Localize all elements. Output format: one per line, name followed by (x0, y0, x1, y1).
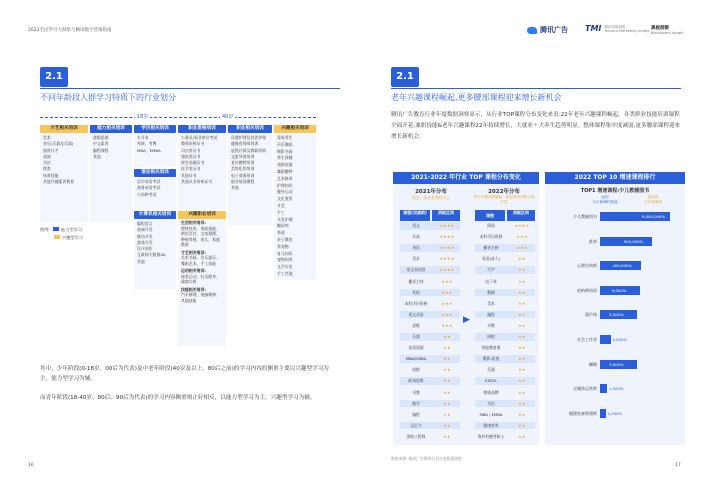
bar (600, 335, 611, 344)
legend-label-nengli: 能力型学习 (61, 227, 83, 232)
bar-label: 葫芦丝 (585, 312, 597, 318)
list-item: 演讲口才 (43, 147, 59, 153)
course-name: 英语(成人) (481, 256, 501, 262)
chart2-title: TOP1 增速课程:少儿教辅图书 (580, 188, 650, 194)
column-nengli-head: 能力相关培训 (90, 125, 132, 133)
list-item: 其他 (93, 153, 101, 159)
tmi-sub2: Tencent Marketing Insight (604, 28, 650, 33)
consumption-stars: ★★★★ (439, 234, 455, 240)
chart2-header: 2022 TOP 10 增速课程排行 (545, 172, 685, 184)
course-name: 海外有模考研士 (477, 433, 505, 439)
bar-value: 900,000% (623, 238, 644, 244)
chart1-header: 2021-2022 年行业 TOP 课程分布变化 (393, 172, 539, 184)
table-row (400, 366, 460, 374)
chart1-col-course-2022: 课程 (475, 210, 505, 221)
list-item: 逻辑思维 (93, 135, 109, 140)
consumption-stars: ★★★ (441, 311, 453, 317)
list-item: 母婴护理及营养护理 (231, 135, 267, 140)
page-number-right: 17 (675, 463, 681, 468)
legend-swatch-nengli (53, 227, 59, 231)
column-jisuanji (134, 211, 176, 289)
course-name: 编程 (487, 311, 495, 317)
legend (40, 226, 83, 242)
bar-label: 社会工作者 (577, 337, 597, 342)
column-xingquzhiye-head: 兴趣职业培训 (178, 211, 226, 219)
legend-label-xingqu: 兴趣型学习 (62, 235, 83, 240)
consumption-stars: ★★★ (516, 234, 528, 240)
list-item: 编程语言 (137, 221, 153, 226)
list-item: 养生保健 (277, 155, 293, 161)
course-name: 乐高 (412, 234, 420, 240)
course-name: 围棋 (412, 367, 420, 373)
chart1-rows-2021 (400, 222, 462, 439)
chart2-col1-label: 起因 (601, 195, 609, 199)
left-paragraph-2: 而青年阶段(18-40岁，80后、90后为代表)的学习内容侧重则正好相反，以能力型学习为主，兴趣型学习为辅。 (40, 395, 316, 401)
column-nengli-list (90, 133, 132, 162)
course-name: 电子琴 (485, 278, 497, 284)
chart2-bars (545, 212, 685, 437)
list-item: 摄影书画 (277, 148, 293, 154)
consumption-stars: ★★★★ (439, 223, 455, 228)
age-18-label: 18岁 (137, 114, 149, 120)
table-row (400, 411, 460, 419)
list-item: MBA、EMBA (137, 147, 161, 153)
consumption-stars: ★★ (518, 289, 526, 295)
consumption-stars: ★★ (518, 322, 526, 328)
list-item: 司法类证书 (181, 147, 201, 153)
course-name: 语文双语 (408, 311, 424, 317)
list-item: 宠物饲养 (277, 257, 293, 263)
list-item: 声乐舞蹈 (277, 141, 293, 147)
course-name: MBA / EMBA (479, 411, 503, 417)
table-row (400, 278, 460, 286)
column-zhiye (228, 125, 272, 225)
tmi-logo (585, 24, 650, 33)
list-item: 美术 (43, 135, 51, 140)
course-name: 其他 (412, 289, 420, 295)
consumption-stars: ★★★ (516, 245, 528, 251)
section-badge-right: 2.1 (391, 67, 419, 87)
column-xueli (134, 125, 176, 167)
list-item: 健康营养师培训 (231, 141, 259, 147)
course-name: 美术 (487, 300, 495, 306)
list-item: 舞蹈模特 (277, 168, 293, 174)
list-item: 老年模特培训 (231, 160, 255, 166)
list-item: 文旅导游培训 (231, 153, 255, 159)
course-name: 美术 (412, 256, 420, 262)
left-page-title: 不同年龄段人群学习特质下的行业划分 (40, 93, 176, 102)
consumption-stars: ★★ (443, 356, 451, 362)
bar-value: 1,000% (607, 410, 623, 416)
column-caiyi-list (40, 133, 88, 187)
legend-swatch-xingqu (54, 235, 60, 239)
list-item: 茶道 (277, 230, 285, 236)
tmi-logo-text: TMI (585, 24, 602, 33)
consumption-stars: ★★ (518, 367, 526, 373)
list-item: 其他 (231, 185, 239, 191)
list-item: 设计创作 (137, 246, 153, 252)
table-row (400, 355, 460, 363)
list-item: 商务英语考试 (137, 185, 161, 191)
bar-label: 收纳师培训 (577, 287, 597, 293)
bar-label: 眼镜装备管理师 (569, 410, 597, 416)
table-row (475, 333, 535, 341)
list-item: 建筑类证书 (181, 153, 201, 159)
chart2-col1-sub: 为日耗峰时数值 (592, 200, 618, 204)
consumption-stars: ★★ (443, 411, 451, 417)
course-name: 写字 (487, 267, 495, 273)
course-name: 摄影-短视 (482, 356, 500, 362)
bar-label: 心理咨询师 (577, 263, 597, 269)
consumption-stars: ★★ (443, 378, 451, 384)
column-xingquzhiye (178, 211, 226, 346)
chart1-rows-2022 (475, 222, 537, 439)
list-item: 前端开发 (137, 227, 153, 233)
list-item: 退役社保及教职培训 (231, 147, 267, 153)
course-name: 乐器 (487, 367, 495, 373)
list-item: 专升本 (137, 135, 149, 140)
chart1-2022-sub: 老年兴趣课程崛起，职业教育课程全面开花 (473, 195, 535, 204)
consumption-stars: ★★★★ (439, 256, 455, 262)
chart2-legend-col2 (638, 195, 668, 205)
list-item: 其他证书 (181, 172, 197, 178)
consumption-stars: ★★ (518, 311, 526, 317)
chart1-col-course-2021: 课程(双减前) (400, 210, 430, 221)
course-name: 播音主持 (483, 245, 499, 251)
table-row (475, 366, 535, 374)
consumption-stars: ★★ (518, 356, 526, 362)
table-row (400, 233, 460, 241)
age-40-label: 40岁 (222, 114, 234, 120)
list-item: 公务员/事业单位考试 (181, 135, 218, 140)
list-item: 手工其他 (277, 270, 293, 276)
page-number-left: 16 (28, 463, 34, 468)
bar-value: 9,000% (611, 287, 627, 293)
consumption-stars: ★★ (518, 389, 526, 395)
list-item: 互联网大数据/AI (137, 252, 166, 258)
list-item: 书法 (43, 160, 51, 166)
badge-underline-right (391, 88, 681, 89)
chart1-col-cons-2022: 消耗区间 (507, 210, 535, 221)
course-name: 歌唱品牌 (483, 389, 499, 395)
tencent-ads-logo (527, 25, 568, 35)
list-item: 移动开发 (137, 233, 153, 239)
course-name: 记忆力 (410, 422, 422, 428)
consumption-stars: ★★ (443, 367, 451, 373)
consumption-stars: ★★ (518, 378, 526, 384)
table-row (400, 289, 460, 297)
column-xingqu (274, 125, 316, 280)
column-xingqu-head: 兴趣相关培训 (274, 125, 316, 133)
column-yuyan (134, 169, 176, 209)
list-item: 音乐(乐器及乐器) (43, 141, 74, 147)
column-jisuanji-list (134, 219, 176, 267)
column-nengli (90, 125, 132, 222)
age-axis (40, 113, 316, 121)
list-item: 电子商务培训 (231, 172, 255, 178)
table-row (400, 377, 460, 385)
column-caiyi-head: 才艺相关培训 (40, 125, 88, 133)
table-row (475, 311, 535, 319)
list-item: 考研、考博 (137, 141, 157, 147)
table-row (400, 222, 460, 230)
table-row (400, 255, 460, 263)
table-row (475, 355, 535, 363)
list-item: 中文素养 (93, 141, 109, 147)
course-name: 思维 (412, 322, 420, 328)
list-item: 小语种考试 (137, 191, 157, 197)
list-item: 毒家养生 (277, 135, 293, 140)
table-row (400, 400, 460, 408)
bar-value: 3,000% (609, 361, 624, 367)
course-name: 书法 (487, 400, 495, 406)
xingqu-section-3: 运动相关培训: 球类运动、社交健身、瑜伽太极 (181, 268, 220, 284)
section-badge-left: 2.1 (40, 67, 68, 87)
course-name: 消防工程师 (406, 433, 426, 439)
tmi-sub: 腾讯营销洞察 (604, 24, 626, 29)
bar (600, 409, 606, 418)
table-row (475, 389, 535, 397)
list-item: 财会金融证书 (181, 160, 205, 166)
table-row (475, 344, 535, 352)
consumption-stars: ★★ (518, 422, 526, 428)
course-name: 语文英语套 (406, 267, 426, 273)
course-name: MBA/EMBA (405, 356, 427, 362)
course-name: 本科学历资格 (404, 300, 428, 306)
table-row (475, 278, 535, 286)
column-zhiye-list (228, 133, 272, 194)
consumption-stars: ★★ (518, 300, 526, 306)
table-row (475, 433, 535, 441)
course-name: 阅读 (487, 223, 495, 228)
consumption-stars: ★★ (443, 422, 451, 428)
list-item: 艺术修养 (277, 175, 293, 181)
xingqu-section-1: 生活相关培训: 理财投资、家政技能、烘焙烹饪、宅家调理、种植养殖、育儿、家庭教育 (181, 220, 220, 247)
course-name: 围棋 (487, 334, 495, 339)
course-name: 早教 (487, 322, 495, 328)
xingqu-section-2: 才艺相关培训: 美术书画、音乐器乐、舞蹈艺术、手工技能 (181, 249, 220, 266)
column-xueli-head: 学历相关培训 (134, 125, 176, 133)
third-logo-text: 黑板洞察 (651, 26, 669, 31)
table-row (475, 422, 535, 430)
table-row (475, 322, 535, 330)
bar-value: 9,000,000% (642, 214, 665, 219)
table-row (475, 411, 535, 419)
list-item: 美容化妆培训 (231, 166, 255, 172)
table-row (475, 377, 535, 385)
list-item: 养宠物 (277, 243, 289, 249)
table-row (400, 266, 460, 274)
left-paragraph-1: 其中，少年阶段(0-18岁，00后为代表)及中老年阶段(40岁及以上，80后之前)的学习内容的侧重主要以兴趣型学习为主，能力型学习为辅。 (40, 366, 329, 382)
list-item: 文学历史 (277, 264, 293, 270)
consumption-stars: ★★ (518, 267, 526, 273)
course-name: 数学 (412, 400, 420, 406)
table-row (475, 266, 535, 274)
column-zhiyezige-head: 职业资格培训 (178, 125, 226, 133)
third-logo (651, 25, 684, 35)
chart1-col-cons-2021: 消耗区间 (432, 210, 460, 221)
chart1-2022-title: 2022年分布 (488, 189, 520, 195)
tencent-ads-text: 腾讯广告 (540, 26, 568, 34)
chart2-col2-label: 原因说 (647, 195, 659, 199)
bar-value: 4,000% (612, 337, 627, 342)
consumption-stars: ★★ (443, 400, 451, 406)
column-yuyan-head: 语言相关培训 (134, 169, 176, 177)
course-name: 英语 (412, 245, 420, 251)
badge-underline-left (40, 88, 340, 89)
table-row (400, 333, 460, 341)
table-row (475, 300, 535, 308)
course-name: 职场思维 (408, 378, 424, 384)
bar-label: 蝴蝶 (589, 361, 597, 367)
chart2-col2-sub: 为年增速值 (644, 200, 662, 204)
chart1-2021-sub: 语言、职业类课程为主 (412, 195, 450, 200)
column-yuyan-list (134, 177, 176, 200)
list-item: 育儿知识 (277, 250, 293, 256)
chart2-legend-col1 (590, 195, 620, 205)
consumption-stars: ★★ (518, 433, 526, 439)
bar-label: 少儿教辅图书 (573, 214, 597, 219)
consumption-stars: ★★ (518, 411, 526, 417)
table-row (475, 400, 535, 408)
bar-value: 5,500% (609, 312, 624, 318)
list-item: 护理知识 (277, 182, 293, 188)
table-row (475, 222, 535, 230)
legend-title: 图例: (40, 227, 50, 232)
bar-value: 1,500% (609, 386, 624, 392)
course-name: 乐器 (412, 334, 420, 339)
list-item: 文化鉴赏 (277, 196, 293, 202)
list-item: 其他从业资格证书 (181, 179, 213, 185)
right-page-title: 老年兴趣课程崛起,更多腰部课程迎来增长新机会 (391, 93, 562, 102)
course-name: 英语面面 (408, 345, 424, 351)
list-item: 体育技能 (43, 172, 59, 178)
list-item: 棋类 (43, 166, 51, 172)
consumption-stars: ★★ (443, 389, 451, 395)
right-paragraph: 腾讯广告教育行业年度数据洞察显示，从行业TOP课程分布变化来看:22年老年兴趣课程崛起，各类职业技能培训课程全面开花,兼职技能&老年兴趣课程22年持续增长，大就业＋大养生趋势明显。整体课程集中度减弱,更多腰部课程迎来增长新机会。 (391, 112, 681, 140)
bar-label: 全媒体运营师 (573, 386, 597, 392)
consumption-stars: ★★★ (441, 300, 453, 306)
list-item: 才艺 (277, 202, 285, 208)
chart1-arrow: ▶ (463, 315, 470, 325)
list-item: 健身运动 (277, 189, 293, 195)
consumption-stars: ★★ (518, 278, 526, 284)
consumption-stars: ★★★ (441, 278, 453, 284)
consumption-stars: ★★ (443, 345, 451, 351)
table-row (475, 244, 535, 252)
list-item: 教师资格证书 (181, 141, 205, 147)
table-row (475, 255, 535, 263)
course-name: 数铺 (487, 289, 495, 295)
chart1-2021-title: 2021年分布 (415, 189, 447, 195)
column-jisuanji-head: 计算机相关培训 (134, 211, 176, 219)
table-row (400, 244, 460, 252)
table-row (400, 344, 460, 352)
source-note: 数据来源: 腾讯广告教育行业年度数据洞察 (391, 456, 462, 461)
list-item: 医学类证书 (181, 166, 201, 172)
xingqu-section-4: 技能相关培训: 汽车修理、电脑维修、其他技能 (181, 286, 220, 303)
table-row (400, 422, 460, 430)
list-item: 游戏开发 (137, 239, 153, 245)
column-xingqu-list (274, 133, 316, 280)
course-name: 健康营养 (483, 422, 499, 428)
list-item: 其他兴趣素养教育 (43, 179, 75, 185)
consumption-stars: ★★ (518, 400, 526, 406)
column-caiyi (40, 125, 88, 222)
consumption-stars: ★★ (518, 256, 526, 262)
table-row (400, 433, 460, 441)
consumption-stars: ★★★★ (514, 223, 530, 228)
list-item: 职业规划课程 (231, 179, 255, 185)
bar-label: 推拿 (589, 238, 597, 244)
consumption-stars: ★★★★ (439, 245, 455, 251)
list-item: 亲子教育 (277, 236, 293, 242)
table-row (475, 289, 535, 297)
course-name: EXCEL (485, 378, 497, 384)
column-xueli-list (134, 133, 176, 156)
column-zhiye-head: 职业相关培训 (228, 125, 272, 133)
bar (600, 384, 607, 393)
third-logo-sub: Blackboard Insight (651, 31, 684, 35)
list-item: 其他 (137, 258, 145, 264)
table-row (400, 311, 460, 319)
table-row (475, 233, 535, 241)
consumption-stars: ★★ (443, 334, 451, 339)
column-zhiyezige (178, 125, 226, 209)
course-name: 家庭教育课 (481, 345, 501, 351)
table-row (400, 389, 460, 397)
course-name: 本科学历资格 (479, 234, 503, 240)
list-item: 编程课程 (93, 147, 109, 153)
bar-value: 400,000% (612, 263, 632, 269)
consumption-stars: ★★ (518, 334, 526, 339)
list-item: 戏剧表演 (277, 162, 293, 168)
table-row (400, 300, 460, 308)
table-row (400, 322, 460, 330)
list-item: 头发护理 (277, 216, 293, 222)
consumption-stars: ★★★ (441, 289, 453, 295)
tencent-ads-icon (527, 27, 537, 34)
column-zhiyezige-list (178, 133, 226, 187)
course-name: 语文 (412, 223, 420, 228)
list-item: 糖尿病 (277, 223, 289, 229)
list-item: 留学英语考试 (137, 179, 161, 184)
header-left-title: 2023全民学习力洞察与腾讯数字营销指南 (28, 28, 112, 33)
consumption-stars: ★★ (443, 433, 451, 439)
course-name: 播音主持 (408, 278, 424, 284)
consumption-stars: ★★ (518, 345, 526, 351)
list-item: 手工 (277, 209, 285, 215)
consumption-stars: ★★★ (441, 322, 453, 328)
course-name: 编程 (412, 411, 420, 417)
course-name: 早教 (412, 389, 420, 395)
list-item: 表演 (43, 153, 51, 159)
consumption-stars: ★★★★ (439, 267, 455, 273)
